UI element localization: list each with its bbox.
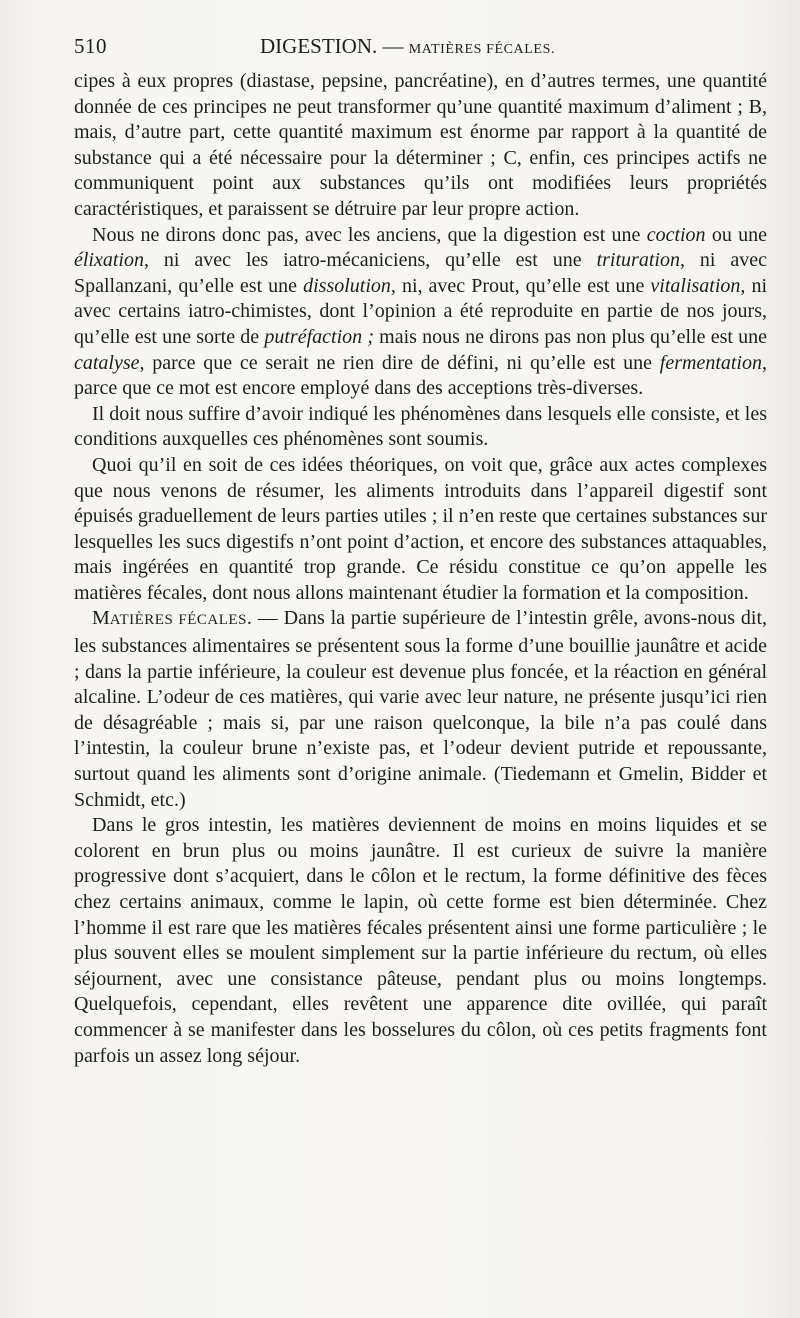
- italic-term: dissolution: [303, 274, 391, 297]
- text-run: , parce que ce mot est encore employé dans des acceptions très-diverses.: [74, 351, 767, 400]
- italic-term: vitalisation: [650, 274, 741, 297]
- text-run: , ni avec les iatro-mécaniciens, qu’elle est une: [143, 249, 597, 272]
- text-run: cipes à eux propres (diastase, pepsine, pancréatine), en d’autres termes, une quantité donnée de ces principes ne peut transformer qu’une quantité maximum d’aliment ; B, mais, d’autre part, cette quantité maximum est énorme par rapport à la quantité de substance qui a été nécessaire pour la déterminer ; C, enfin, ces principes actifs ne communiquent point aux substances qu’ils ont modifiées leurs propriétés caractéristiques, et paraissent se détruire par leur propre action.: [74, 70, 767, 220]
- italic-term: putréfaction ;: [264, 325, 374, 348]
- paragraph: [74, 69, 767, 223]
- italic-term: catalyse: [74, 351, 140, 374]
- italic-term: coction: [646, 223, 706, 246]
- italic-term: fermentation: [659, 351, 762, 374]
- text-run: , ni avec Spallanzani, qu’elle est une: [74, 249, 767, 297]
- italic-term: élixation: [74, 249, 144, 272]
- paragraph: [74, 223, 767, 402]
- running-title: [260, 34, 555, 59]
- running-title-main: DIGESTION.: [260, 34, 378, 58]
- paragraph: [74, 402, 767, 453]
- text-run: , ni, avec Prout, qu’elle est une: [390, 274, 651, 297]
- text-run: , parce que ce serait ne rien dire de défini, ni qu’elle est une: [139, 351, 660, 374]
- text-run: Nous ne dirons donc pas, avec les anciens, que la digestion est une: [92, 223, 647, 246]
- body-text: [74, 69, 767, 1069]
- text-run: ou une: [705, 223, 767, 246]
- page-header: [74, 34, 766, 62]
- text-run: Quoi qu’il en soit de ces idées théoriques, on voit que, grâce aux actes complexes que nous venons de résumer, les aliments introduits dans l’appareil digestif sont épuisés graduellement de leurs parties utiles ; il n’en reste que certaines substances sur lesquelles les sucs digestifs n’ont point d’action, et encore des substances attaquables, mais ingérées en quantité trop grande. Ce résidu constitue ce qu’on appelle les matières fécales, dont nous allons maintenant étudier la formation et la composition.: [74, 453, 767, 604]
- page-number: 510: [74, 34, 107, 58]
- paragraph: [74, 453, 767, 607]
- paragraph: [74, 606, 767, 813]
- text-run: Dans le gros intestin, les matières deviennent de moins en moins liquides et se colorent en brun plus ou moins jaunâtre. Il est curieux de suivre la manière progressive dont s’acquiert, dans le côlon et le rectum, la forme définitive des fèces chez certains animaux, comme le lapin, où cette forme est bien déterminée. Chez l’homme il est rare que les matières fécales présentent ainsi une forme particulière ; le plus souvent elles se moulent simplement sur la partie inférieure du rectum, où elles séjournent, avec une consistance pâteuse, pendant plus ou moins longtemps. Quelquefois, cependant, elles revêtent une apparence dite ovillée, qui paraît commencer à se manifester dans les bosselures du côlon, où ces petits fragments font parfois un assez long séjour.: [74, 814, 767, 1067]
- text-run: mais nous ne dirons pas non plus qu’elle est une: [373, 325, 767, 348]
- text-run: , ni avec certains iatro-chimistes, dont l’opinion a été reproduite en partie de nos jours, qu’elle est une sorte de: [74, 274, 767, 348]
- running-title-dash: —: [377, 34, 409, 58]
- section-heading-smallcaps: ATIÈRES FÉCALES: [109, 612, 247, 629]
- running-title-sub: MATIÈRES FÉCALES.: [408, 42, 556, 57]
- text-run: Il doit nous suffire d’avoir indiqué les phénomènes dans lesquels elle consiste, et les conditions auxquelles ces phénomènes sont soumis.: [74, 402, 767, 451]
- italic-term: trituration: [596, 249, 680, 272]
- text-run: . — Dans la partie supérieure de l’intestin grêle, avons-nous dit, les substances alimentaires se présentent sous la forme d’une bouillie jaunâtre et acide ; dans la partie inférieure, la couleur est devenue plus foncée, et la réaction en général alcaline. L’odeur de ces matières, qui varie avec leur nature, ne présente jusqu’ici rien de désagréable ; mais si, par une raison quelconque, la bile n’a pas coulé dans l’intestin, la couleur brune n’existe pas, et l’odeur devient putride et repoussante, surtout quand les aliments sont d’origine animale. (Tiedemann et Gmelin, Bidder et Schmidt, etc.): [74, 607, 767, 811]
- paragraph: [74, 813, 767, 1069]
- text-run: M: [92, 607, 110, 630]
